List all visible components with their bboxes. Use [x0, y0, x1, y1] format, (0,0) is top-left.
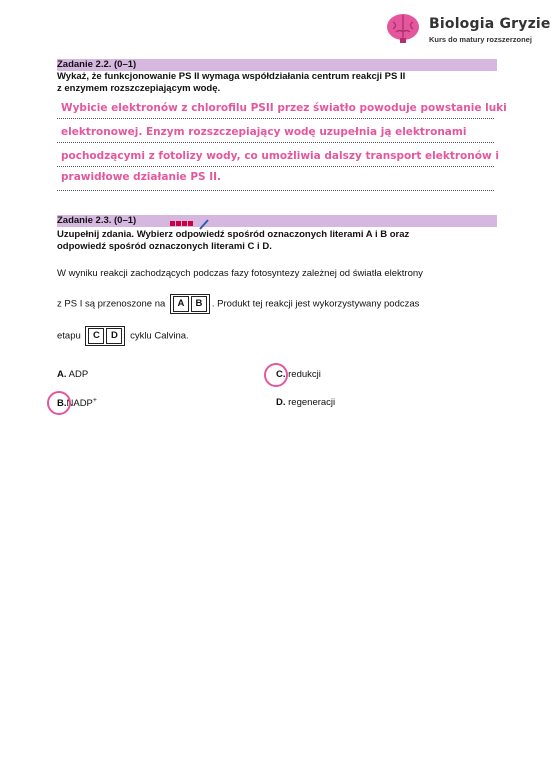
sentence-part: . Produkt tej reakcji jest wykorzystywany podczas	[211, 298, 420, 310]
task-command	[57, 229, 409, 253]
answer-line	[57, 142, 494, 143]
sentence	[57, 294, 419, 314]
choice-ab[interactable]	[170, 294, 210, 314]
logo	[385, 12, 551, 48]
command-line: z enzymem rozszczepiającym wodę.	[57, 83, 221, 94]
command-line: Wykaż, że funkcjonowanie PS II wymaga współdziałania centrum reakcji PS II	[57, 71, 406, 82]
answer-line-2: elektronowej. Enzym rozszczepiający wodę uzupełnia ją elektronami	[61, 126, 467, 138]
selection-circle-c	[264, 363, 288, 387]
option-text: redukcji	[288, 369, 321, 380]
logo-title: Biologia Gryzie	[429, 16, 551, 32]
command-line: Uzupełnij zdania. Wybierz odpowiedź spośród oznaczonych literami A i B oraz	[57, 229, 410, 240]
answer-line	[57, 190, 494, 191]
task-title: Zadanie 2.3. (0–1)	[57, 215, 137, 226]
answer-line	[57, 118, 494, 119]
pencil-icon	[198, 218, 210, 230]
answer-line-1: Wybicie elektronów z chlorofilu PSII przez światło powoduje powstanie luki	[61, 102, 507, 114]
sentence-part: etapu	[57, 330, 81, 342]
option-superscript: +	[92, 397, 97, 404]
option-letter: A.	[57, 369, 67, 380]
sentence: W wyniku reakcji zachodzących podczas fazy fotosyntezy zależnej od światła elektrony	[57, 268, 423, 279]
choice-box-d[interactable]: D	[106, 328, 122, 344]
option-letter: C.	[276, 369, 286, 380]
command-line: odpowiedź spośród oznaczonych literami C i D.	[57, 241, 272, 252]
choice-box-b[interactable]: B	[191, 296, 207, 312]
option-text: regeneracji	[288, 397, 336, 408]
selection-circle-b	[47, 391, 71, 415]
task-title: Zadanie 2.2. (0–1)	[57, 59, 137, 70]
square-icon	[182, 221, 187, 226]
option-a[interactable]	[57, 369, 88, 380]
choice-cd[interactable]	[85, 326, 125, 346]
sentence-part: cyklu Calvina.	[130, 330, 189, 342]
answer-line	[57, 166, 494, 167]
answer-line-4: prawidłowe działanie PS II.	[61, 171, 222, 183]
option-d[interactable]	[276, 397, 335, 408]
logo-subtitle: Kurs do matury rozszerzonej	[429, 35, 532, 44]
option-letter: B.	[57, 398, 67, 410]
choice-box-c[interactable]: C	[88, 328, 104, 344]
square-icon	[188, 221, 193, 226]
option-text: NADP	[66, 398, 93, 410]
task-command	[57, 71, 405, 95]
answer-line-3: pochodzącymi z fotolizy wody, co umożliwia dalszy transport elektronów i	[61, 150, 499, 162]
sentence-part: z PS I są przenoszone na	[57, 298, 166, 310]
square-icon	[170, 221, 175, 226]
option-text: ADP	[68, 369, 89, 380]
brain-icon	[385, 12, 421, 44]
sentence	[57, 326, 189, 346]
option-letter: D.	[276, 397, 286, 408]
choice-box-a[interactable]: A	[173, 296, 189, 312]
square-icon	[176, 221, 181, 226]
